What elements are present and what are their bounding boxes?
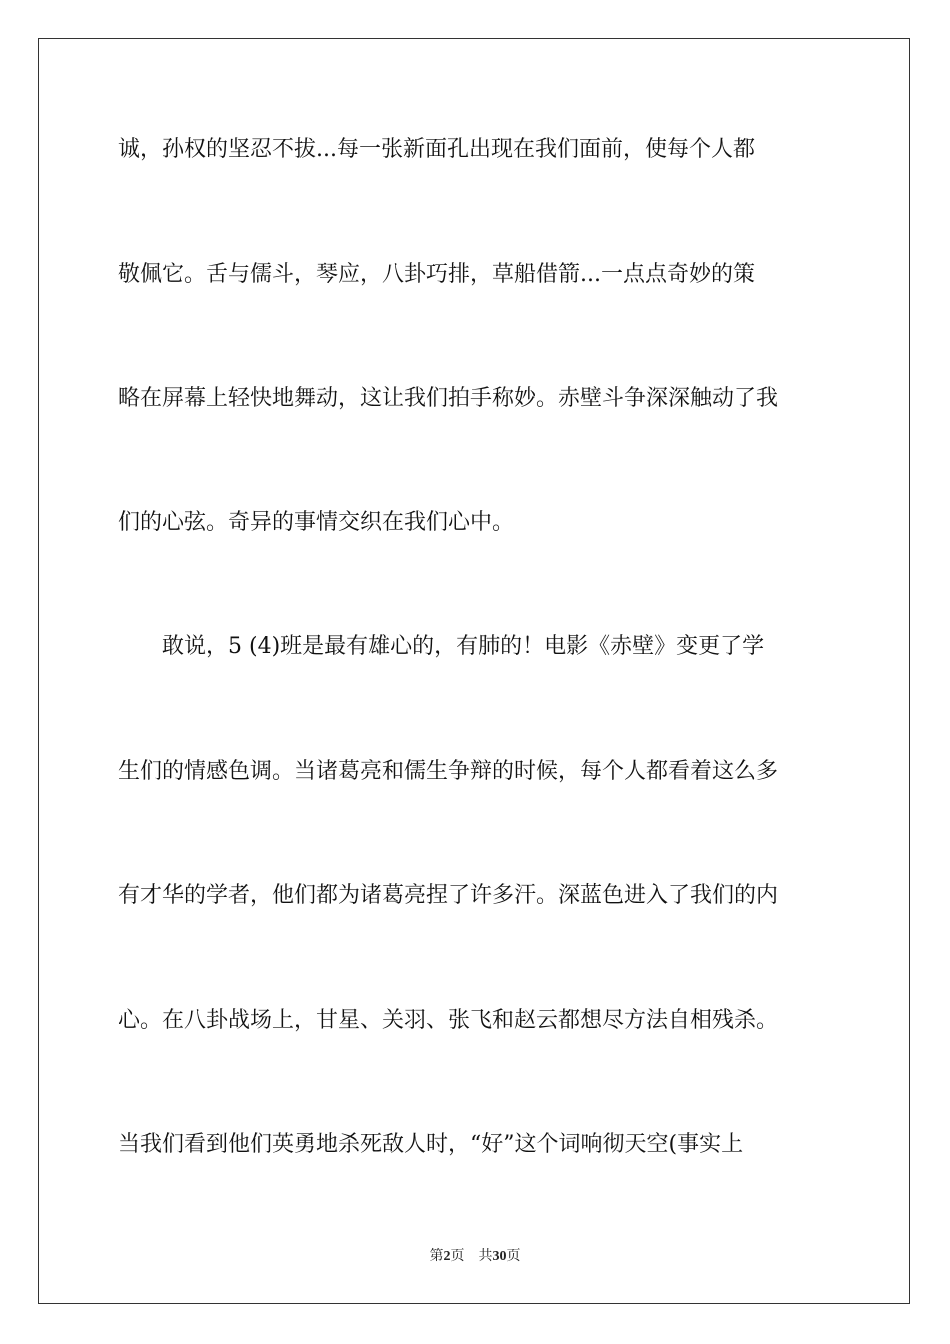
page-suffix: 页 (450, 1249, 465, 1264)
page-number: 2 (443, 1249, 451, 1264)
body-line-2: 敬佩它。舌与儒斗，琴应，八卦巧排，草船借箭...一点点奇妙的策 (118, 262, 755, 287)
total-prefix: 共 (478, 1249, 493, 1264)
body-line-7: 有才华的学者，他们都为诸葛亮捏了许多汗。深蓝色进入了我们的内 (118, 883, 779, 908)
body-line-4: 们的心弦。奇异的事情交织在我们心中。 (118, 510, 515, 535)
total-suffix: 页 (506, 1249, 521, 1264)
total-pages: 30 (492, 1249, 507, 1264)
body-line-5: 敢说，5 (4)班是最有雄心的，有肺的！电影《赤壁》变更了学 (118, 634, 765, 659)
body-line-3: 略在屏幕上轻快地舞动，这让我们拍手称妙。赤壁斗争深深触动了我 (118, 386, 779, 411)
page-border (38, 38, 910, 1304)
body-line-6: 生们的情感色调。当诸葛亮和儒生争辩的时候，每个人都看着这么多 (118, 759, 779, 784)
body-line-9: 当我们看到他们英勇地杀死敌人时，“好”这个词响彻天空(事实上 (118, 1132, 744, 1157)
body-line-1: 诚，孙权的坚忍不拔...每一张新面孔出现在我们面前，使每个人都 (118, 137, 755, 162)
page-footer (0, 1248, 950, 1266)
body-line-8: 心。在八卦战场上，甘星、关羽、张飞和赵云都想尽方法自相残杀。 (118, 1008, 779, 1033)
page-prefix: 第 (429, 1249, 444, 1264)
